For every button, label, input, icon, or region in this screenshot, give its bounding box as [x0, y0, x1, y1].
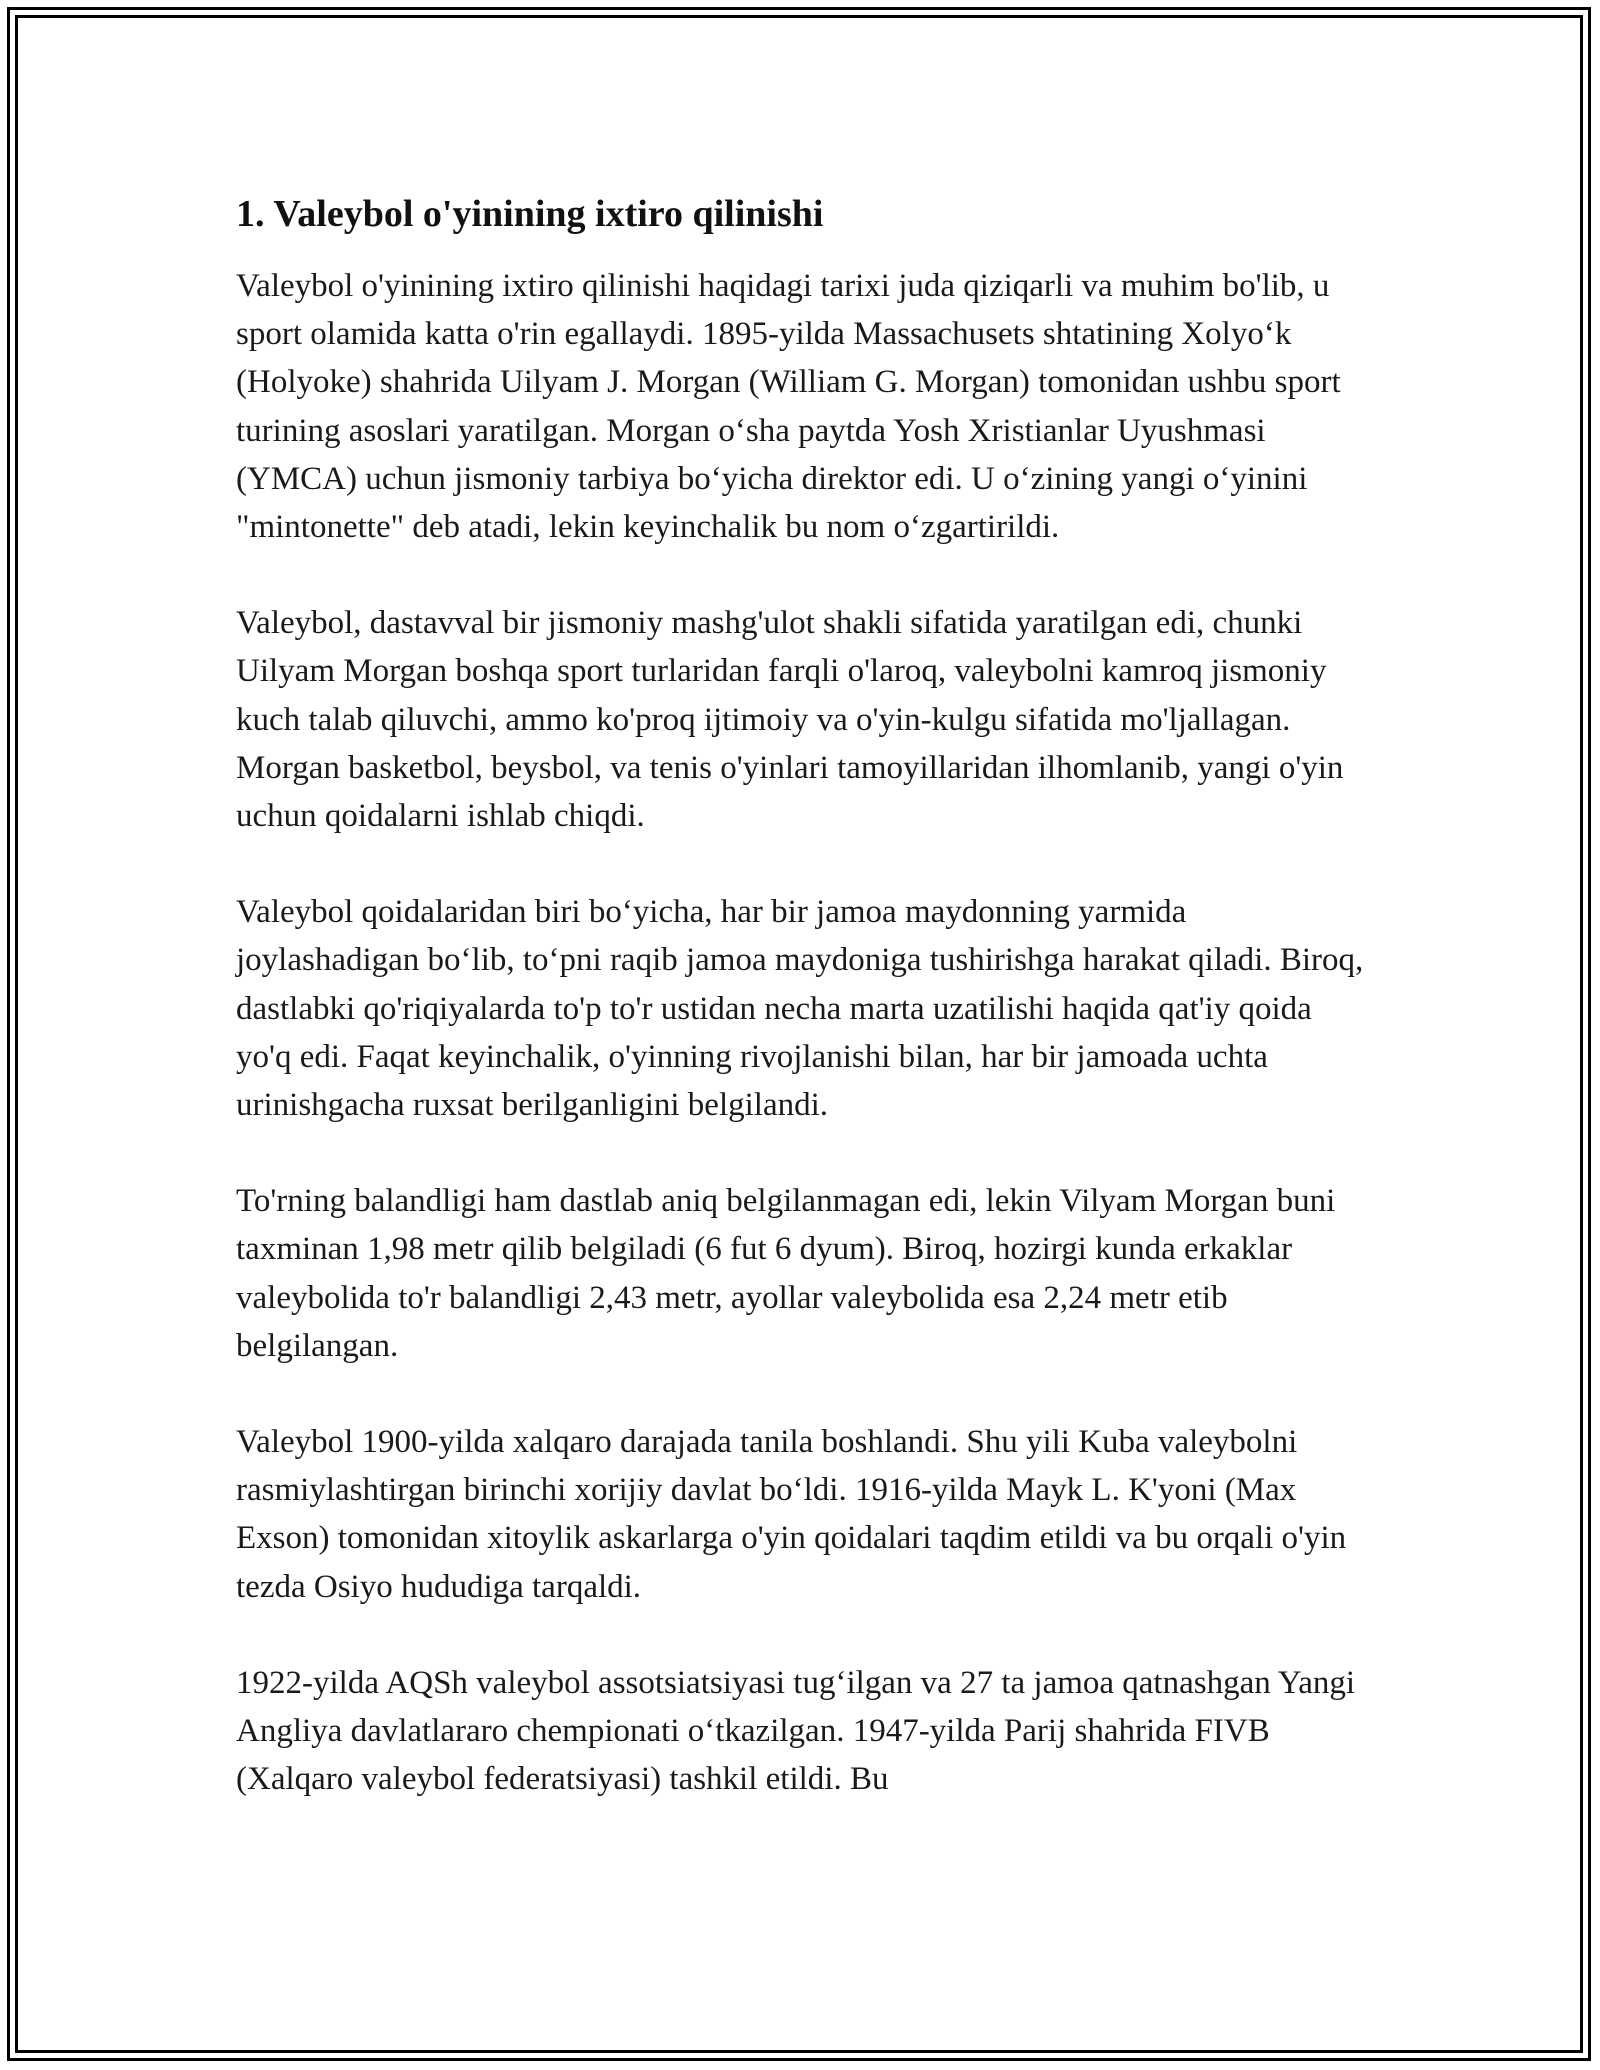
paragraph-6: 1922-yilda AQSh valeybol assotsiatsiyasi tug‘ilgan va 27 ta jamoa qatnashgan Yangi Angliya davlatlararo chempionati o‘tkazilgan. 1947-yilda Parij shahrida FIVB (Xalqaro valeybol federatsiyasi) tashkil etildi. Bu [236, 1664, 1356, 1798]
section-heading: 1. Valeybol o'yinining ixtiro qilinishi [236, 193, 824, 235]
paragraph-1: Valeybol o'yinining ixtiro qilinishi haqidagi tarixi juda qiziqarli va muhim bo'lib, u sport olamida katta o'rin egallaydi. 1895-yilda Massachusets shtatining Xolyo‘k (Holyoke) shahrida Uilyam J. Morgan (William G. Morgan) tomonidan ushbu sport turining asoslari yaratilgan. Morgan o‘sha paytda Yosh Xristianlar Uyushmasi (YMCA) uchun jismoniy tarbiya bo‘yicha direktor edi. U o‘zining yangi o‘yinini "mintonette" deb atadi, lekin keyinchalik bu nom o‘zgartirildi. [236, 268, 1341, 546]
paragraph-3: Valeybol qoidalaridan biri bo‘yicha, har bir jamoa maydonning yarmida joylashadigan bo‘lib, to‘pni raqib jamoa maydoniga tushirishga harakat qiladi. Biroq, dastlabki qo'riqiyalarda to'p to'r ustidan necha marta uzatilishi haqida qat'iy qoida yo'q edi. Faqat keyinchalik, o'yinning rivojlanishi bilan, har bir jamoada uchta urinishgacha ruxsat berilganligini belgilandi. [236, 894, 1364, 1124]
paragraph-2: Valeybol, dastavval bir jismoniy mashg'ulot shakli sifatida yaratilgan edi, chunki Uilyam Morgan boshqa sport turlaridan farqli o'laroq, valeybolni kamroq jismoniy kuch talab qiluvchi, ammo ko'proq ijtimoiy va o'yin-kulgu sifatida mo'ljallagan. Morgan basketbol, beysbol, va tenis o'yinlari tamoyillaridan ilhomlanib, yangi o'yin uchun qoidalarni ishlab chiqdi. [236, 605, 1344, 835]
paragraph-4: To'rning balandligi ham dastlab aniq belgilanmagan edi, lekin Vilyam Morgan buni taxminan 1,98 metr qilib belgiladi (6 fut 6 dyum). Biroq, hozirgi kunda erkaklar valeybolida to'r balandligi 2,43 metr, ayollar valeybolida esa 2,24 metr etib belgilangan. [236, 1183, 1336, 1364]
document-body [236, 188, 1366, 1851]
paragraph-5: Valeybol 1900-yilda xalqaro darajada tanila boshlandi. Shu yili Kuba valeybolni rasmiylashtirgan birinchi xorijiy davlat bo‘ldi. 1916-yilda Mayk L. K'yoni (Max Exson) tomonidan xitoylik askarlarga o'yin qoidalari taqdim etildi va bu orqali o'yin tezda Osiyo hududiga tarqaldi. [236, 1424, 1347, 1605]
